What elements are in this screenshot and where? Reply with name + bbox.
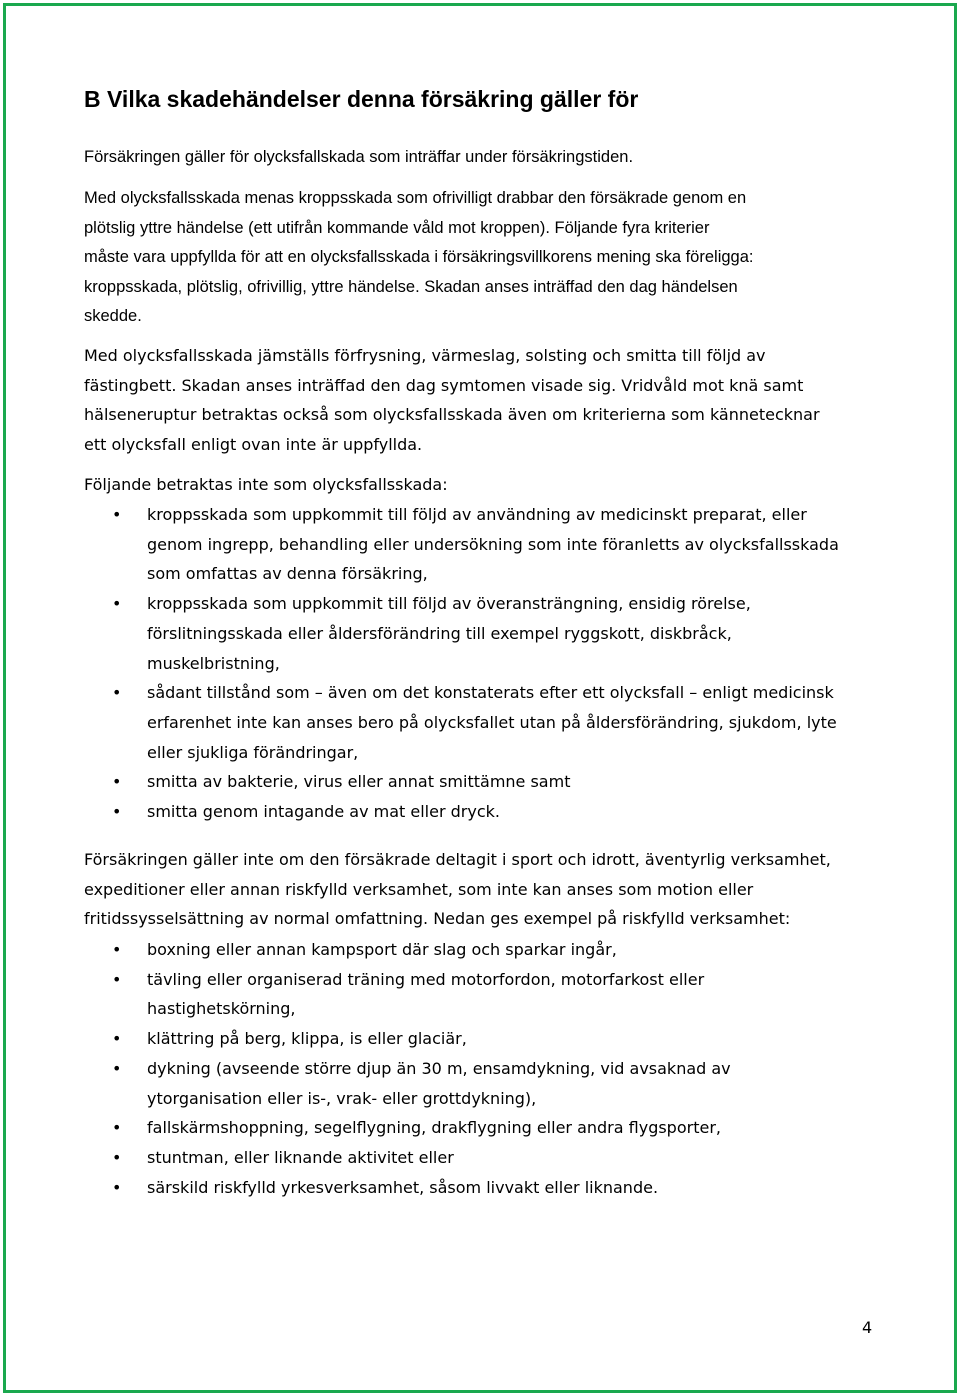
- intro-paragraph-2: [84, 184, 874, 332]
- bullet-icon: •: [112, 505, 122, 524]
- text-line: eller sjukliga förändringar,: [147, 742, 359, 762]
- text-line: smitta av bakterie, virus eller annat smittämne samt: [147, 772, 571, 792]
- list-item: [84, 1143, 884, 1173]
- text-line: plötslig yttre händelse (ett utifrån kommande våld mot kroppen). Följande fyra kriterier: [84, 218, 710, 237]
- page-number: 4: [862, 1318, 873, 1337]
- text-line: tävling eller organiserad träning med motorfordon, motorfarkost eller: [147, 969, 705, 989]
- sports-paragraph: [84, 845, 874, 934]
- text-line: genom ingrepp, behandling eller undersökning som inte föranletts av olycksfallsskada: [147, 534, 839, 554]
- text-line: stuntman, eller liknande aktivitet eller: [147, 1147, 454, 1167]
- text-line: ett olycksfall enligt ovan inte är uppfyllda.: [84, 435, 423, 455]
- text-line: kroppsskada som uppkommit till följd av överansträngning, ensidig rörelse,: [147, 594, 751, 614]
- bullet-icon: •: [112, 594, 122, 614]
- list-item: [84, 767, 884, 797]
- text-line: ytorganisation eller is-, vrak- eller grottdykning),: [147, 1088, 537, 1108]
- text-line: måste vara uppfyllda för att en olycksfallsskada i försäkringsvillkorens mening ska föreligga:: [84, 248, 754, 266]
- text-line: särskild riskfylld yrkesverksamhet, såsom livvakt eller liknande.: [147, 1177, 659, 1197]
- intro-paragraph-1: Försäkringen gäller för olycksfallskada som inträffar under försäkringstiden.: [84, 148, 634, 166]
- text-line: kroppsskada, plötslig, ofrivillig, yttre händelse. Skadan anses inträffad den dag händelsen: [84, 277, 738, 296]
- text-line: kroppsskada som uppkommit till följd av användning av medicinskt preparat, eller: [147, 505, 807, 524]
- bullet-icon: •: [112, 802, 122, 822]
- list-item: [84, 935, 884, 965]
- text-line: dykning (avseende större djup än 30 m, ensamdykning, vid avsaknad av: [147, 1058, 731, 1078]
- text-line: Med olycksfallsskada jämställs förfrysning, värmeslag, solsting och smitta till följd av: [84, 346, 766, 365]
- text-line: hälseneruptur betraktas också som olycksfallsskada även om kriterierna som kännetecknar: [84, 405, 820, 425]
- list-item: [84, 678, 884, 767]
- bullet-icon: •: [112, 940, 122, 959]
- text-line: smitta genom intagande av mat eller dryck.: [147, 802, 500, 822]
- text-line: förslitningsskada eller åldersförändring till exempel ryggskott, diskbråck,: [147, 623, 732, 643]
- text-line: klättring på berg, klippa, is eller glaciär,: [147, 1029, 467, 1049]
- text-line: Försäkringen gäller inte om den försäkrade deltagit i sport och idrott, äventyrlig verksamhet,: [84, 850, 831, 869]
- bullet-icon: •: [112, 1177, 122, 1197]
- bullet-icon: •: [112, 1029, 122, 1049]
- text-line: fallskärmshoppning, segelflygning, drakflygning eller andra flygsporter,: [147, 1118, 721, 1138]
- text-line: erfarenhet inte kan anses bero på olycksfallet utan på åldersförändring, sjukdom, lyte: [147, 712, 837, 732]
- intro-paragraph-3: [84, 341, 874, 460]
- text-line: expeditioner eller annan riskfylld verksamhet, som inte kan anses som motion eller: [84, 879, 754, 899]
- bullet-icon: •: [112, 1118, 122, 1138]
- list-item: [84, 1173, 884, 1203]
- bullet-icon: •: [112, 683, 122, 703]
- text-line: sådant tillstånd som – även om det konstaterats efter ett olycksfall – enligt medicinsk: [147, 683, 834, 703]
- text-line: fästingbett. Skadan anses inträffad den dag symtomen visade sig. Vridvåld mot knä samt: [84, 375, 804, 395]
- bullet-icon: •: [112, 772, 122, 792]
- text-line: hastighetskörning,: [147, 999, 296, 1019]
- list-item: [84, 797, 884, 827]
- text-line: skedde.: [84, 307, 142, 325]
- list-item: [84, 1054, 884, 1113]
- list-item: [84, 589, 884, 678]
- list-item: [84, 965, 884, 1024]
- text-line: muskelbristning,: [147, 653, 280, 673]
- list-item: [84, 1113, 884, 1143]
- text-line: fritidssysselsättning av normal omfattning. Nedan ges exempel på riskfylld verksamhet:: [84, 909, 791, 929]
- list-item: [84, 1024, 884, 1054]
- text-line: Med olycksfallsskada menas kroppsskada som ofrivilligt drabbar den försäkrade genom en: [84, 189, 747, 207]
- risk-activities-list: [84, 935, 884, 1202]
- exclusions-list: [84, 500, 884, 827]
- bullet-icon: •: [112, 1147, 122, 1167]
- exclusions-lead: Följande betraktas inte som olycksfallsskada:: [84, 475, 448, 494]
- list-item: [84, 500, 884, 589]
- bullet-icon: •: [112, 969, 122, 989]
- text-line: som omfattas av denna försäkring,: [147, 564, 428, 584]
- text-line: boxning eller annan kampsport där slag och sparkar ingår,: [147, 940, 617, 959]
- bullet-icon: •: [112, 1058, 122, 1078]
- section-heading: B Vilka skadehändelser denna försäkring gäller för: [84, 86, 639, 112]
